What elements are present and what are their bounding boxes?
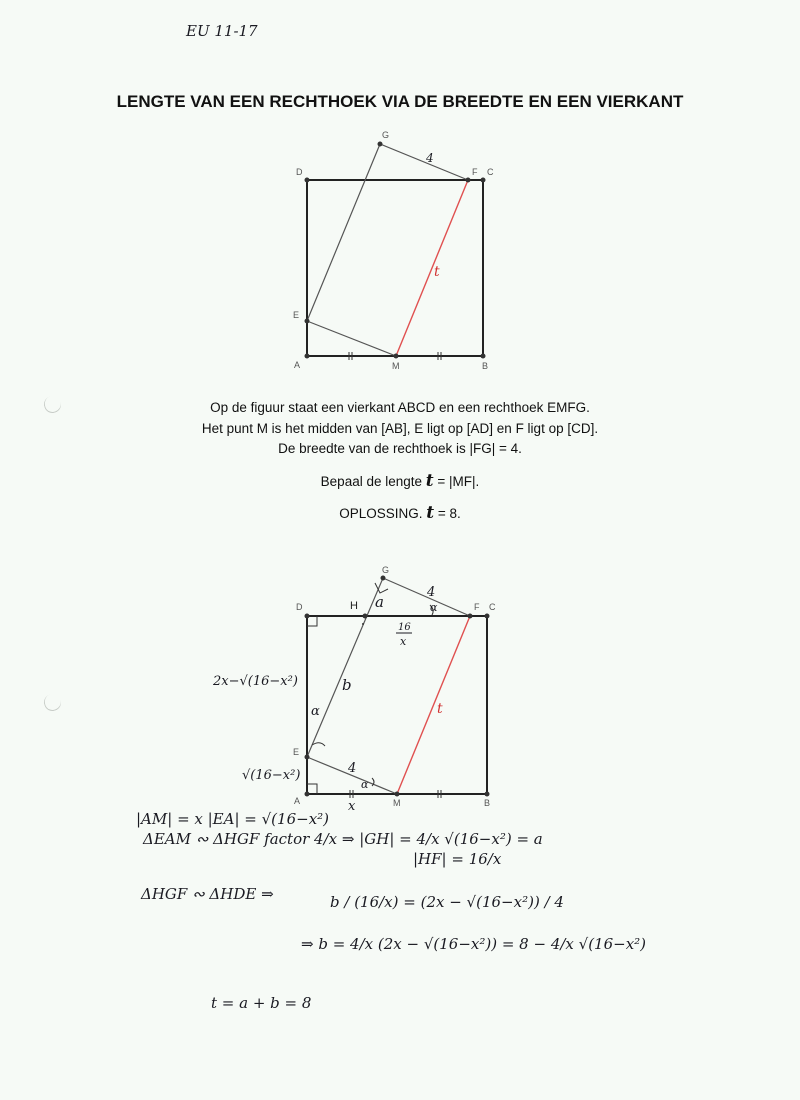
figure1-points bbox=[305, 142, 486, 359]
f2-a: a bbox=[375, 593, 384, 611]
f2-label-m: M bbox=[393, 798, 401, 808]
f2-b: b bbox=[342, 676, 352, 694]
solution-line: OPLOSSING. t = 8. bbox=[339, 503, 461, 523]
work-line-4a: ΔHGF ∾ ΔHDE ⇒ bbox=[141, 885, 274, 903]
f2-label-h: H bbox=[350, 600, 358, 612]
f2-label-b: B bbox=[484, 798, 491, 808]
label-m: M bbox=[392, 361, 400, 371]
question-line: Bepaal de lengte t = |MF|. bbox=[320, 470, 480, 491]
problem-line-1: Op de figuur staat een vierkant ABCD en een rechthoek EMFG. bbox=[210, 400, 590, 415]
work-line-2: ΔEAM ∾ ΔHGF factor 4/x ⇒ |GH| = 4/x √(16−x²) = a bbox=[143, 830, 543, 848]
f2-label-c: C bbox=[489, 602, 496, 612]
label-g: G bbox=[382, 130, 390, 140]
segment-mf bbox=[396, 180, 468, 356]
label-f: F bbox=[472, 167, 478, 177]
f2-four-top: 4 bbox=[427, 585, 436, 600]
f2-hf-den: x bbox=[400, 635, 407, 648]
f2-label-f: F bbox=[474, 602, 480, 612]
f2-t: t bbox=[437, 701, 443, 717]
label-e: E bbox=[293, 310, 300, 320]
label-a: A bbox=[294, 360, 301, 370]
f2-hf-num: 16 bbox=[398, 622, 411, 633]
f2-x: x bbox=[348, 799, 356, 814]
f2-alpha-bottom: α bbox=[361, 778, 369, 791]
f2-label-e: E bbox=[293, 747, 300, 757]
f2-alpha-top: α bbox=[430, 601, 438, 614]
f2-four-bottom: 4 bbox=[348, 761, 357, 776]
work-line-5: ⇒ b = 4/x (2x − √(16−x²)) = 8 − 4/x √(16−x²) bbox=[301, 935, 647, 953]
document-code: EU 11-17 bbox=[186, 22, 258, 40]
problem-line-2: Het punt M is het midden van [AB], E ligt op [AD] en F ligt op [CD]. bbox=[201, 420, 599, 436]
figure-solution-diagram bbox=[305, 576, 490, 799]
work-line-6: t = a + b = 8 bbox=[211, 994, 312, 1012]
t-label: t bbox=[434, 264, 440, 280]
work-line-4b: b / (16/x) = (2x − √(16−x²)) / 4 bbox=[330, 893, 564, 911]
label-b: B bbox=[482, 361, 489, 371]
f2-label-d: D bbox=[296, 602, 303, 612]
work-line-3: |HF| = 16/x bbox=[413, 850, 502, 868]
problem-statement bbox=[0, 398, 800, 525]
f2-ea-expr: √(16−x²) bbox=[242, 768, 301, 783]
label-d: D bbox=[296, 167, 303, 177]
page-title: LENGTE VAN EEN RECHTHOEK VIA DE BREEDTE EN EEN VIERKANT bbox=[116, 92, 684, 111]
label-c: C bbox=[487, 167, 494, 177]
f2-label-a: A bbox=[294, 796, 301, 806]
f2-label-g: G bbox=[382, 565, 390, 575]
rectangle-emfg bbox=[307, 144, 468, 356]
f2-de-expr: 2x−√(16−x²) bbox=[213, 674, 298, 689]
work-line-1: |AM| = x |EA| = √(16−x²) bbox=[136, 810, 330, 828]
side-fg-value: 4 bbox=[426, 151, 434, 165]
problem-line-3: De breedte van de rechthoek is |FG| = 4. bbox=[278, 441, 522, 456]
f2-alpha-left: α bbox=[311, 704, 320, 719]
